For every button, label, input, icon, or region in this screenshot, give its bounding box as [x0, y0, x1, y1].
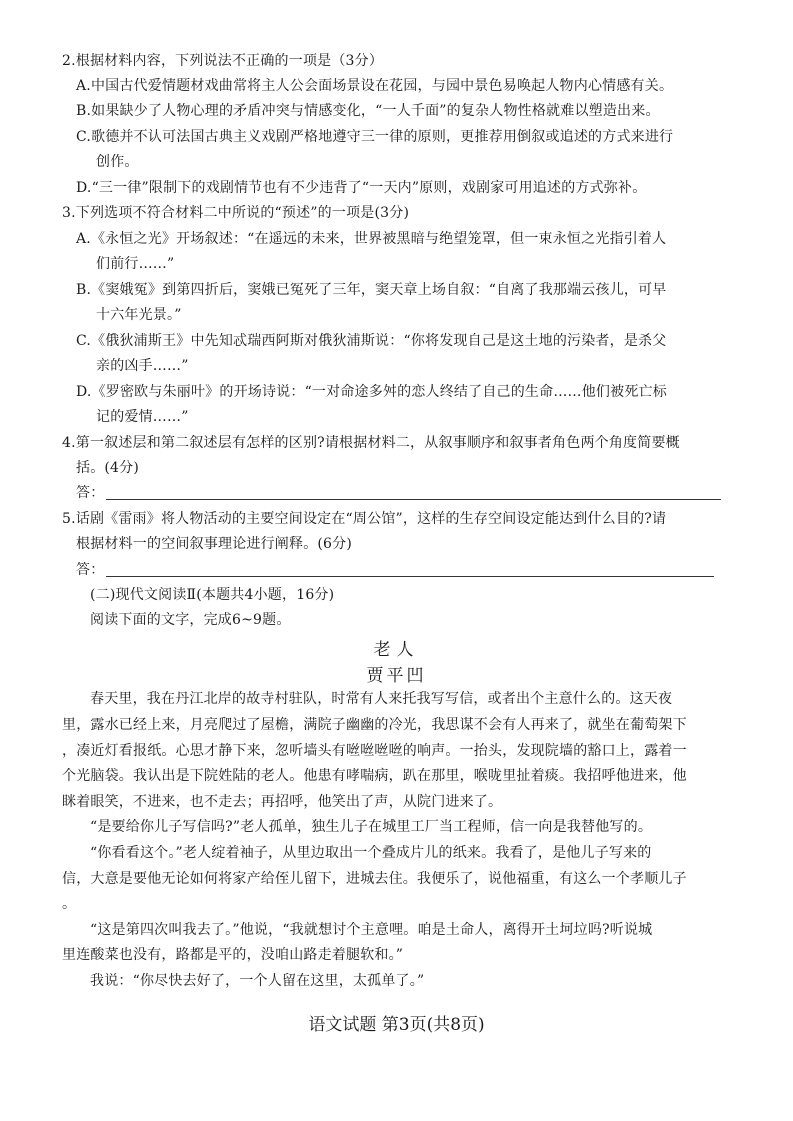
q3-option-d-cont: 记的爱情……”	[96, 409, 189, 425]
q3-option-a: A.《永恒之光》开场叙述：“在遥远的未来，世界被黑暗与绝望笼罩，但一束永恒之光指引着人	[76, 231, 667, 247]
story-line: 春天里，我在丹江北岸的故寺村驻队，时常有人来托我写写信，或者出个主意什么的。这天夜	[90, 691, 673, 707]
q3-option-c-cont: 亲的凶手……”	[96, 358, 189, 374]
section-instruction: 阅读下面的文字，完成6~9题。	[90, 612, 291, 628]
q4-answer-line[interactable]	[106, 499, 721, 500]
q5-stem: 5.话剧《雷雨》将人物活动的主要空间设定在“周公馆”，这样的生存空间设定能达到什么目的?请	[62, 511, 667, 527]
story-line: 。	[62, 896, 77, 912]
story-line: “这是第四次叫我去了。”他说，“我就想讨个主意哩。咱是土命人，离得开土坷垃吗?听说城	[90, 922, 653, 938]
q4-stem: 4.第一叙述层和第二叙述层有怎样的区别?请根据材料二，从叙事顺序和叙事者角色两个角度简要概	[62, 435, 680, 451]
q3-option-b-cont: 十六年光景。”	[96, 307, 182, 323]
q3-stem: 3.下列选项不符合材料二中所说的“预述”的一项是(3分)	[62, 205, 410, 221]
q2-option-a: A.中国古代爱情题材戏曲常将主人公会面场景设在花园，与园中景色易唤起人物内心情感有关。	[76, 78, 674, 94]
story-line: 个光脑袋。我认出是下院姓陆的老人。他患有哮喘病，趴在那里，喉咙里扯着痰。我招呼他进来，他	[62, 768, 687, 784]
story-line: 我说：“你尽快去好了，一个人留在这里，太孤单了。”	[90, 973, 425, 989]
story-line: “你看看这个。”老人绽着袖子，从里边取出一个叠成片儿的纸来。我看了，是他儿子写来的	[90, 845, 652, 861]
story-line: 眯着眼笑，不进来，也不走去；再招呼，他笑出了声，从院门进来了。	[62, 794, 503, 810]
story-line: 信，大意是要他无论如何将家产给侄儿留下，进城去住。我便乐了，说他福重，有这么一个孝顺儿子	[62, 871, 687, 887]
story-line: 里连酸菜也没有，路都是平的，没咱山路走着腿软和。”	[62, 947, 404, 963]
q5-answer-line[interactable]	[106, 576, 714, 577]
q4-answer-label: 答：	[76, 485, 105, 501]
q4-stem-cont: 括。(4分)	[76, 460, 140, 476]
story-line: ，凑近灯看报纸。心思才静下来，忽听墙头有咝咝咝咝的响声。一抬头，发现院墙的豁口上，露着一	[62, 743, 687, 759]
story-author: 贾平凹	[366, 666, 427, 686]
q3-option-a-cont: 们前行……”	[96, 256, 175, 272]
page-footer: 语文试题 第3页(共8页)	[308, 1015, 485, 1035]
q2-option-b: B.如果缺少了人物心理的矛盾冲突与情感变化，“一人千面”的复杂人物性格就难以塑造出来。	[76, 103, 660, 119]
q3-option-c: C.《俄狄浦斯王》中先知忒瑞西阿斯对俄狄浦斯说：“你将发现自己是这土地的污染者，是杀父	[76, 333, 667, 349]
story-title: 老人	[373, 640, 420, 660]
q5-answer-label: 答：	[76, 562, 105, 578]
q3-option-b: B.《窦娥冤》到第四折后，窦娥已冤死了三年，窦天章上场自叙：“自离了我那端云孩儿，可早	[76, 282, 667, 298]
q2-option-d: D.“三一律”限制下的戏剧情节也有不少违背了“一天内”原则，戏剧家可用追述的方式弥补。	[76, 180, 647, 196]
q2-option-c: C.歌德并不认可法国古典主义戏剧严格地遵守三一律的原则，更推荐用倒叙或追述的方式来进行	[76, 129, 674, 145]
q2-option-c-cont: 创作。	[96, 154, 139, 170]
story-line: 里，露水已经上来，月亮爬过了屋檐，满院子幽幽的冷光，我思谋不会有人再来了，就坐在葡萄架下	[62, 717, 687, 733]
q3-option-d: D.《罗密欧与朱丽叶》的开场诗说：“一对命途多舛的恋人终结了自己的生命……他们被死亡标	[76, 384, 667, 400]
q2-stem: 2.根据材料内容，下列说法不正确的一项是（3分）	[62, 53, 384, 69]
q5-stem-cont: 根据材料一的空间叙事理论进行阐释。(6分)	[76, 536, 353, 552]
section-heading: (二)现代文阅读Ⅱ(本题共4小题，16分)	[90, 587, 335, 603]
story-line: “是要给你儿子写信吗?”老人孤单，独生儿子在城里工厂当工程师，信一向是我替他写的。	[90, 819, 653, 835]
